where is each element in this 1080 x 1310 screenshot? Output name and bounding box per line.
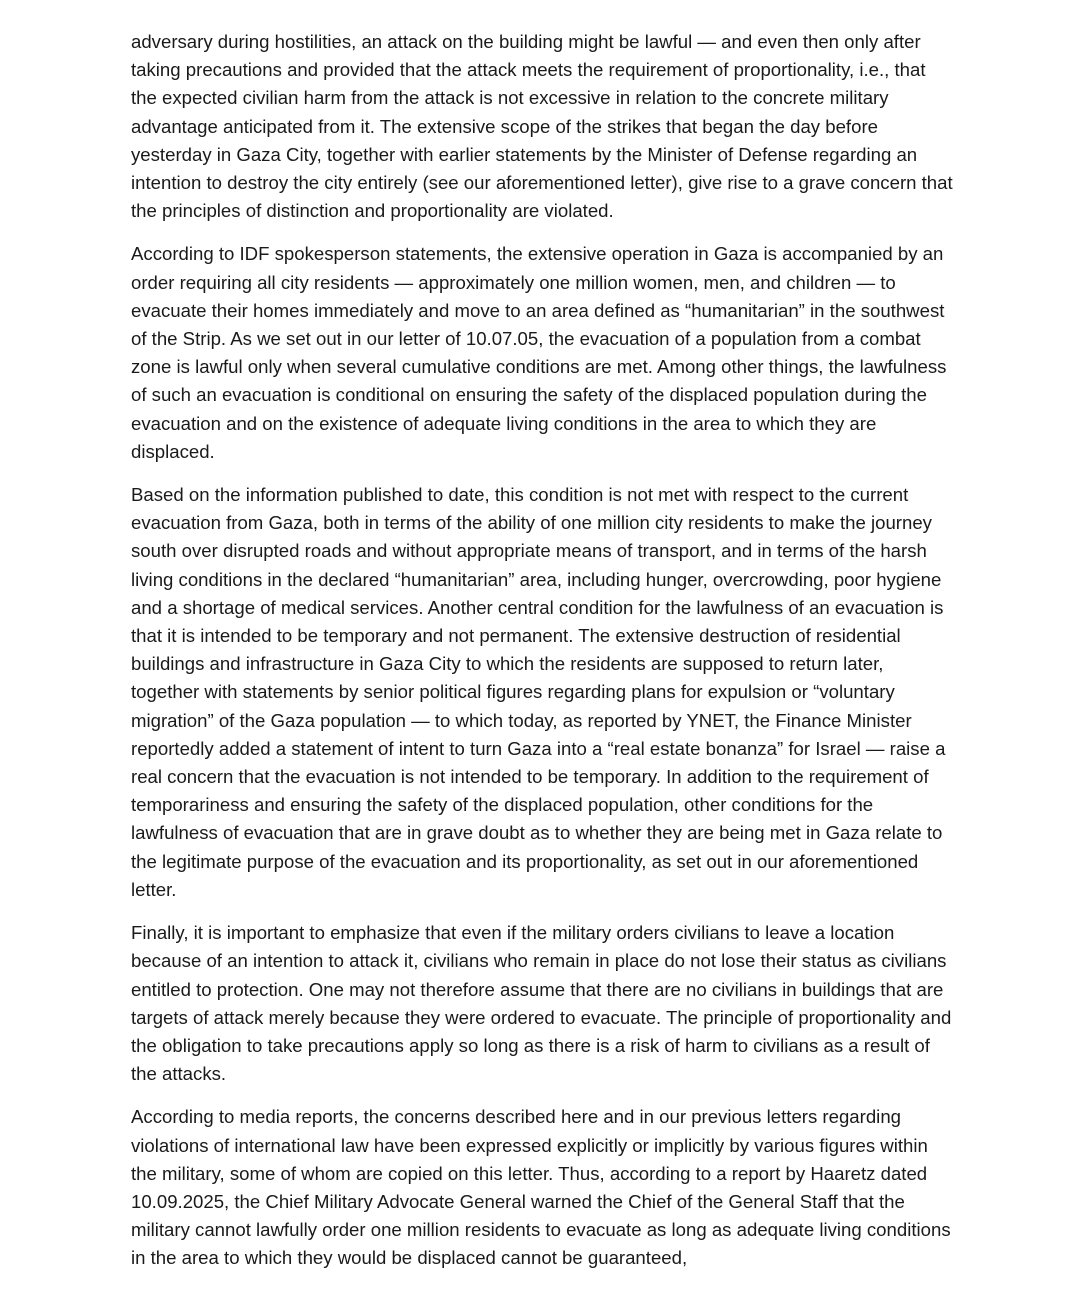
- paragraph: Finally, it is important to emphasize that even if the military orders civilians to leave a location because of an intention to attack it, civilians who remain in place do not lose their status as civilians entitled to protection. One may not therefore assume that there are no civilians in buildings that are targets of attack merely because they were ordered to evacuate. The principle of proportionality and the obligation to take precautions apply so long as there is a risk of harm to civilians as a result of the attacks.: [131, 922, 952, 1085]
- paragraph: According to media reports, the concerns described here and in our previous letters regarding violations of international law have been expressed explicitly or implicitly by various figures within the military, some of whom are copied on this letter. Thus, according to a report by Haaretz dated 10.09.2025, the Chief Military Advocate General warned the Chief of the General Staff that the military cannot lawfully order one million residents to evacuate as long as adequate living conditions in the area to which they would be displaced cannot be guaranteed,: [131, 1106, 951, 1269]
- paragraph: adversary during hostilities, an attack on the building might be lawful — and even then only after taking precautions and provided that the attack meets the requirement of proportionality, i.e., that the expected civilian harm from the attack is not excessive in relation to the concrete military advantage anticipated from it. The extensive scope of the strikes that began the day before yesterday in Gaza City, together with earlier statements by the Minister of Defense regarding an intention to destroy the city entirely (see our aforementioned letter), give rise to a grave concern that the principles of distinction and proportionality are violated.: [131, 31, 953, 222]
- article-body: [131, 28, 953, 1288]
- paragraph: Based on the information published to date, this condition is not met with respect to the current evacuation from Gaza, both in terms of the ability of one million city residents to make the journey south over disrupted roads and without appropriate means of transport, and in terms of the harsh living conditions in the declared “humanitarian” area, including hunger, overcrowding, poor hygiene and a shortage of medical services. Another central condition for the lawfulness of an evacuation is that it is intended to be temporary and not permanent. The extensive destruction of residential buildings and infrastructure in Gaza City to which the residents are supposed to return later, together with statements by senior political figures regarding plans for expulsion or “voluntary migration” of the Gaza population — to which today, as reported by YNET, the Finance Minister reportedly added a statement of intent to turn Gaza into a “real estate bonanza” for Israel — raise a real concern that the evacuation is not intended to be temporary. In addition to the requirement of temporariness and ensuring the safety of the displaced population, other conditions for the lawfulness of evacuation that are in grave doubt as to whether they are being met in Gaza relate to the legitimate purpose of the evacuation and its proportionality, as set out in our aforementioned letter.: [131, 484, 946, 900]
- paragraph: According to IDF spokesperson statements, the extensive operation in Gaza is accompanied by an order requiring all city residents — approximately one million women, men, and children — to evacuate their homes immediately and move to an area defined as “humanitarian” in the southwest of the Strip. As we set out in our letter of 10.07.05, the evacuation of a population from a combat zone is lawful only when several cumulative conditions are met. Among other things, the lawfulness of such an evacuation is conditional on ensuring the safety of the displaced population during the evacuation and on the existence of adequate living conditions in the area to which they are displaced.: [131, 243, 947, 462]
